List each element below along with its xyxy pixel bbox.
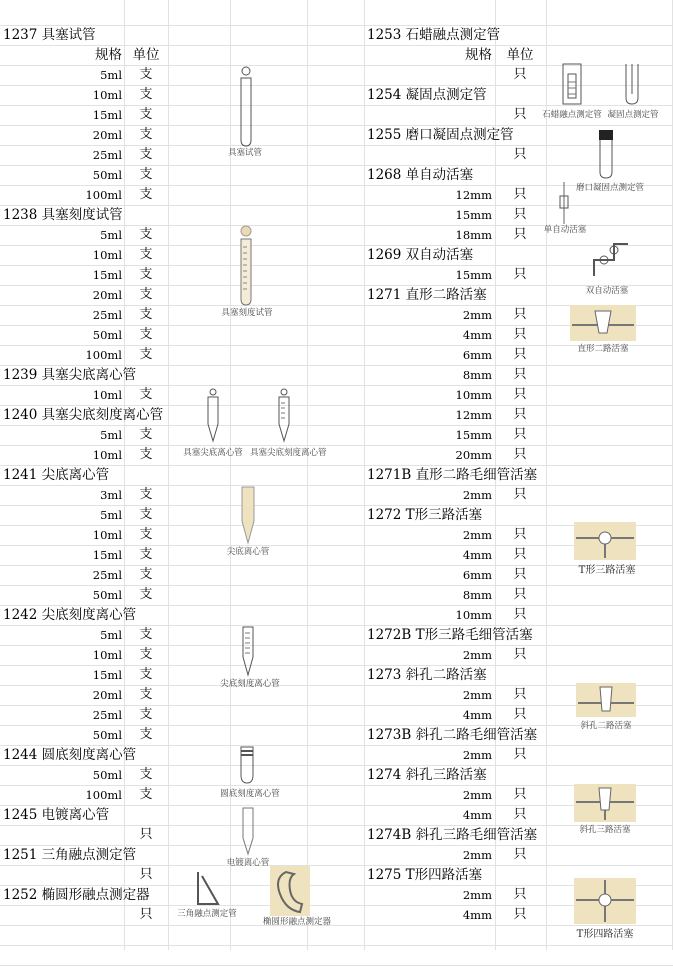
stopper-graduated-tube-illustration bbox=[236, 225, 256, 307]
row-gridline bbox=[0, 945, 673, 946]
unit-cell: 只 bbox=[513, 67, 527, 82]
unit-cell: 只 bbox=[513, 567, 527, 582]
unit-cell: 只 bbox=[513, 847, 527, 862]
unit-cell: 支 bbox=[139, 587, 153, 602]
unit-cell: 只 bbox=[513, 447, 527, 462]
unit-header: 单位 bbox=[506, 47, 534, 63]
unit-cell: 支 bbox=[139, 127, 153, 142]
spec-cell: 2mm bbox=[462, 528, 492, 542]
unit-cell: 支 bbox=[139, 567, 153, 582]
spec-cell: 6mm bbox=[462, 568, 492, 582]
spec-cell: 4mm bbox=[462, 708, 492, 722]
spec-cell: 15ml bbox=[92, 548, 122, 562]
t-four-way-stopcock-photo bbox=[574, 878, 636, 924]
unit-cell: 支 bbox=[139, 387, 153, 402]
unit-cell: 支 bbox=[139, 247, 153, 262]
spec-cell: 5ml bbox=[100, 428, 122, 442]
stopper-test-tube-illustration bbox=[236, 66, 256, 148]
spec-cell: 25ml bbox=[92, 568, 122, 582]
section-title: 1272 T形三路活塞 bbox=[367, 507, 483, 523]
unit-cell: 只 bbox=[513, 487, 527, 502]
spec-cell: 5ml bbox=[100, 68, 122, 82]
unit-cell: 支 bbox=[139, 287, 153, 302]
unit-cell: 只 bbox=[513, 107, 527, 122]
oblique-three-way-stopcock-caption: 斜孔三路活塞 bbox=[579, 825, 631, 835]
unit-cell: 只 bbox=[513, 387, 527, 402]
section-title: 1268 单自动活塞 bbox=[367, 167, 474, 183]
spec-cell: 50ml bbox=[92, 728, 122, 742]
unit-cell: 只 bbox=[513, 787, 527, 802]
section-title: 1275 T形四路活塞 bbox=[367, 867, 483, 883]
column-gridline bbox=[168, 0, 169, 950]
unit-cell: 支 bbox=[139, 547, 153, 562]
unit-cell: 只 bbox=[513, 687, 527, 702]
spec-cell: 100ml bbox=[85, 188, 122, 202]
unit-cell: 只 bbox=[139, 907, 153, 922]
section-title: 1255 磨口凝固点测定管 bbox=[367, 127, 514, 143]
plated-centrifuge-tube-caption: 电镀离心管 bbox=[226, 858, 270, 868]
stopper-conical-graduated-tube-illustration bbox=[276, 388, 292, 443]
unit-cell: 只 bbox=[513, 547, 527, 562]
spec-cell: 100ml bbox=[85, 788, 122, 802]
unit-cell: 支 bbox=[139, 167, 153, 182]
spec-cell: 2mm bbox=[462, 788, 492, 802]
spec-cell: 15mm bbox=[455, 428, 492, 442]
stopper-test-tube-caption: 具塞试管 bbox=[227, 148, 262, 158]
spec-cell: 50ml bbox=[92, 328, 122, 342]
spec-cell: 3ml bbox=[100, 488, 122, 502]
unit-cell: 只 bbox=[513, 707, 527, 722]
unit-cell: 只 bbox=[513, 227, 527, 242]
freezing-point-tube-illustration bbox=[622, 62, 642, 106]
unit-cell: 支 bbox=[139, 227, 153, 242]
unit-cell: 支 bbox=[139, 487, 153, 502]
spec-cell: 15mm bbox=[455, 268, 492, 282]
round-graduated-centrifuge-tube-illustration bbox=[238, 745, 256, 785]
section-title: 1254 凝固点测定管 bbox=[367, 87, 487, 103]
section-title: 1272B T形三路毛细管活塞 bbox=[367, 627, 533, 643]
spec-cell: 2mm bbox=[462, 308, 492, 322]
oblique-three-way-stopcock-photo bbox=[574, 784, 636, 822]
stopper-graduated-tube-caption: 具塞刻度试管 bbox=[221, 308, 273, 318]
spec-cell: 10mm bbox=[455, 608, 492, 622]
unit-cell: 只 bbox=[513, 367, 527, 382]
spec-cell: 12mm bbox=[455, 188, 492, 202]
unit-cell: 支 bbox=[139, 727, 153, 742]
spec-cell: 5ml bbox=[100, 228, 122, 242]
spec-cell: 10ml bbox=[92, 448, 122, 462]
t-four-way-stopcock-caption: T形四路活塞 bbox=[576, 929, 634, 940]
unit-cell: 只 bbox=[513, 187, 527, 202]
section-title: 1274B 斜孔三路毛细管活塞 bbox=[367, 827, 538, 843]
spec-cell: 12mm bbox=[455, 408, 492, 422]
spec-cell: 4mm bbox=[462, 808, 492, 822]
section-title: 1238 具塞刻度试管 bbox=[3, 207, 123, 223]
section-title: 1240 具塞尖底刻度离心管 bbox=[3, 407, 164, 423]
section-title: 1242 尖底刻度离心管 bbox=[3, 607, 137, 623]
unit-cell: 支 bbox=[139, 647, 153, 662]
spec-cell: 2mm bbox=[462, 888, 492, 902]
freezing-point-tube-caption: 凝固点测定管 bbox=[607, 110, 659, 120]
spec-header: 规格 bbox=[95, 47, 122, 63]
unit-cell: 支 bbox=[139, 187, 153, 202]
section-title: 1245 电镀离心管 bbox=[3, 807, 110, 823]
spec-cell: 20ml bbox=[92, 128, 122, 142]
spec-cell: 10ml bbox=[92, 388, 122, 402]
section-title: 1269 双自动活塞 bbox=[367, 247, 474, 263]
unit-cell: 只 bbox=[513, 327, 527, 342]
ellipse-melting-apparatus-caption: 椭圆形融点测定器 bbox=[262, 917, 331, 927]
triangle-melting-tube-caption: 三角融点测定管 bbox=[177, 909, 237, 919]
unit-cell: 只 bbox=[513, 907, 527, 922]
unit-cell: 只 bbox=[513, 427, 527, 442]
ellipse-melting-apparatus-photo bbox=[270, 866, 310, 916]
spec-cell: 10mm bbox=[455, 388, 492, 402]
unit-cell: 支 bbox=[139, 527, 153, 542]
t-three-way-stopcock-caption: T形三路活塞 bbox=[578, 565, 636, 576]
unit-cell: 只 bbox=[513, 607, 527, 622]
spec-cell: 2mm bbox=[462, 748, 492, 762]
triangle-melting-tube-illustration bbox=[192, 870, 224, 908]
single-auto-stopcock-illustration bbox=[556, 180, 572, 226]
spec-cell: 8mm bbox=[462, 588, 492, 602]
straight-two-way-stopcock-caption: 直形二路活塞 bbox=[577, 344, 629, 354]
unit-cell: 只 bbox=[513, 267, 527, 282]
spec-cell: 2mm bbox=[462, 488, 492, 502]
conical-graduated-centrifuge-tube-caption: 尖底刻度离心管 bbox=[220, 679, 280, 689]
unit-header: 单位 bbox=[132, 47, 160, 63]
unit-cell: 支 bbox=[139, 667, 153, 682]
spec-cell: 15ml bbox=[92, 268, 122, 282]
unit-cell: 只 bbox=[513, 527, 527, 542]
spec-cell: 2mm bbox=[462, 648, 492, 662]
spec-cell: 20ml bbox=[92, 288, 122, 302]
spec-cell: 50ml bbox=[92, 168, 122, 182]
unit-cell: 只 bbox=[513, 647, 527, 662]
spec-cell: 5ml bbox=[100, 628, 122, 642]
unit-cell: 支 bbox=[139, 687, 153, 702]
unit-cell: 只 bbox=[513, 347, 527, 362]
conical-centrifuge-tube-illustration bbox=[240, 485, 256, 545]
unit-cell: 支 bbox=[139, 627, 153, 642]
unit-cell: 支 bbox=[139, 67, 153, 82]
section-title: 1241 尖底离心管 bbox=[3, 467, 110, 483]
spec-cell: 18mm bbox=[455, 228, 492, 242]
unit-cell: 只 bbox=[513, 207, 527, 222]
spec-cell: 10ml bbox=[92, 648, 122, 662]
spec-cell: 15ml bbox=[92, 108, 122, 122]
unit-cell: 只 bbox=[513, 307, 527, 322]
section-title: 1251 三角融点测定管 bbox=[3, 847, 137, 863]
single-auto-stopcock-caption: 单自动活塞 bbox=[543, 225, 587, 235]
spec-cell: 25ml bbox=[92, 148, 122, 162]
spec-cell: 10ml bbox=[92, 88, 122, 102]
unit-cell: 只 bbox=[513, 587, 527, 602]
unit-cell: 支 bbox=[139, 507, 153, 522]
straight-two-way-stopcock-photo bbox=[570, 305, 636, 341]
spec-cell: 50ml bbox=[92, 588, 122, 602]
section-title: 1273 斜孔二路活塞 bbox=[367, 667, 487, 683]
spec-cell: 25ml bbox=[92, 308, 122, 322]
unit-cell: 支 bbox=[139, 147, 153, 162]
section-title: 1253 石蜡融点测定管 bbox=[367, 27, 501, 43]
plated-centrifuge-tube-illustration bbox=[240, 806, 256, 856]
unit-cell: 支 bbox=[139, 307, 153, 322]
stopper-conical-tube-illustration bbox=[205, 388, 221, 443]
unit-cell: 只 bbox=[513, 147, 527, 162]
ground-freezing-point-tube-illustration bbox=[596, 128, 616, 180]
row-gridline bbox=[0, 905, 673, 906]
section-title: 1237 具塞试管 bbox=[3, 27, 96, 43]
oblique-two-way-stopcock-photo bbox=[576, 683, 636, 717]
conical-graduated-centrifuge-tube-illustration bbox=[240, 625, 256, 677]
spec-cell: 50ml bbox=[92, 768, 122, 782]
column-gridline bbox=[307, 0, 308, 950]
row-gridline bbox=[0, 25, 673, 26]
spec-cell: 2mm bbox=[462, 848, 492, 862]
spec-cell: 100ml bbox=[85, 348, 122, 362]
unit-cell: 只 bbox=[513, 407, 527, 422]
section-title: 1252 椭圆形融点测定器 bbox=[3, 887, 150, 903]
spec-cell: 20ml bbox=[92, 688, 122, 702]
spec-header: 规格 bbox=[465, 47, 492, 63]
unit-cell: 只 bbox=[513, 807, 527, 822]
unit-cell: 只 bbox=[139, 827, 153, 842]
conical-centrifuge-tube-caption: 尖底离心管 bbox=[226, 547, 270, 557]
t-three-way-stopcock-photo bbox=[574, 522, 636, 560]
unit-cell: 支 bbox=[139, 427, 153, 442]
paraffin-melting-tube-caption: 石蜡融点测定管 bbox=[542, 110, 602, 120]
spec-cell: 8mm bbox=[462, 368, 492, 382]
unit-cell: 只 bbox=[513, 887, 527, 902]
spec-cell: 25ml bbox=[92, 708, 122, 722]
column-gridline bbox=[230, 0, 231, 950]
spec-cell: 6mm bbox=[462, 348, 492, 362]
spec-cell: 10ml bbox=[92, 248, 122, 262]
row-gridline bbox=[0, 865, 673, 866]
double-auto-stopcock-illustration bbox=[584, 236, 634, 282]
section-title: 1271B 直形二路毛细管活塞 bbox=[367, 467, 538, 483]
unit-cell: 支 bbox=[139, 787, 153, 802]
unit-cell: 只 bbox=[513, 747, 527, 762]
oblique-two-way-stopcock-caption: 斜孔二路活塞 bbox=[580, 721, 632, 731]
paraffin-melting-tube-illustration bbox=[560, 62, 584, 106]
unit-cell: 支 bbox=[139, 447, 153, 462]
unit-cell: 支 bbox=[139, 347, 153, 362]
unit-cell: 支 bbox=[139, 107, 153, 122]
spec-cell: 5ml bbox=[100, 508, 122, 522]
section-title: 1271 直形二路活塞 bbox=[367, 287, 487, 303]
section-title: 1244 圆底刻度离心管 bbox=[3, 747, 137, 763]
unit-cell: 支 bbox=[139, 87, 153, 102]
stopper-conical-graduated-tube-caption: 具塞尖底刻度离心管 bbox=[250, 448, 327, 458]
round-graduated-centrifuge-tube-caption: 圆底刻度离心管 bbox=[220, 789, 280, 799]
section-title: 1274 斜孔三路活塞 bbox=[367, 767, 487, 783]
section-title: 1273B 斜孔二路毛细管活塞 bbox=[367, 727, 538, 743]
ground-freezing-point-tube-caption: 磨口凝固点测定管 bbox=[575, 183, 644, 193]
section-title: 1239 具塞尖底离心管 bbox=[3, 367, 137, 383]
unit-cell: 支 bbox=[139, 707, 153, 722]
unit-cell: 支 bbox=[139, 327, 153, 342]
spec-cell: 20mm bbox=[455, 448, 492, 462]
spec-cell: 4mm bbox=[462, 908, 492, 922]
double-auto-stopcock-caption: 双自动活塞 bbox=[585, 286, 629, 296]
spec-cell: 4mm bbox=[462, 328, 492, 342]
column-gridline bbox=[364, 0, 365, 950]
column-gridline bbox=[124, 0, 125, 950]
unit-cell: 只 bbox=[139, 867, 153, 882]
column-gridline bbox=[546, 0, 547, 950]
unit-cell: 支 bbox=[139, 767, 153, 782]
spec-cell: 15mm bbox=[455, 208, 492, 222]
spec-cell: 2mm bbox=[462, 688, 492, 702]
unit-cell: 支 bbox=[139, 267, 153, 282]
spec-cell: 4mm bbox=[462, 548, 492, 562]
spec-cell: 10ml bbox=[92, 528, 122, 542]
stopper-conical-tube-caption: 具塞尖底离心管 bbox=[183, 448, 243, 458]
spec-cell: 15ml bbox=[92, 668, 122, 682]
